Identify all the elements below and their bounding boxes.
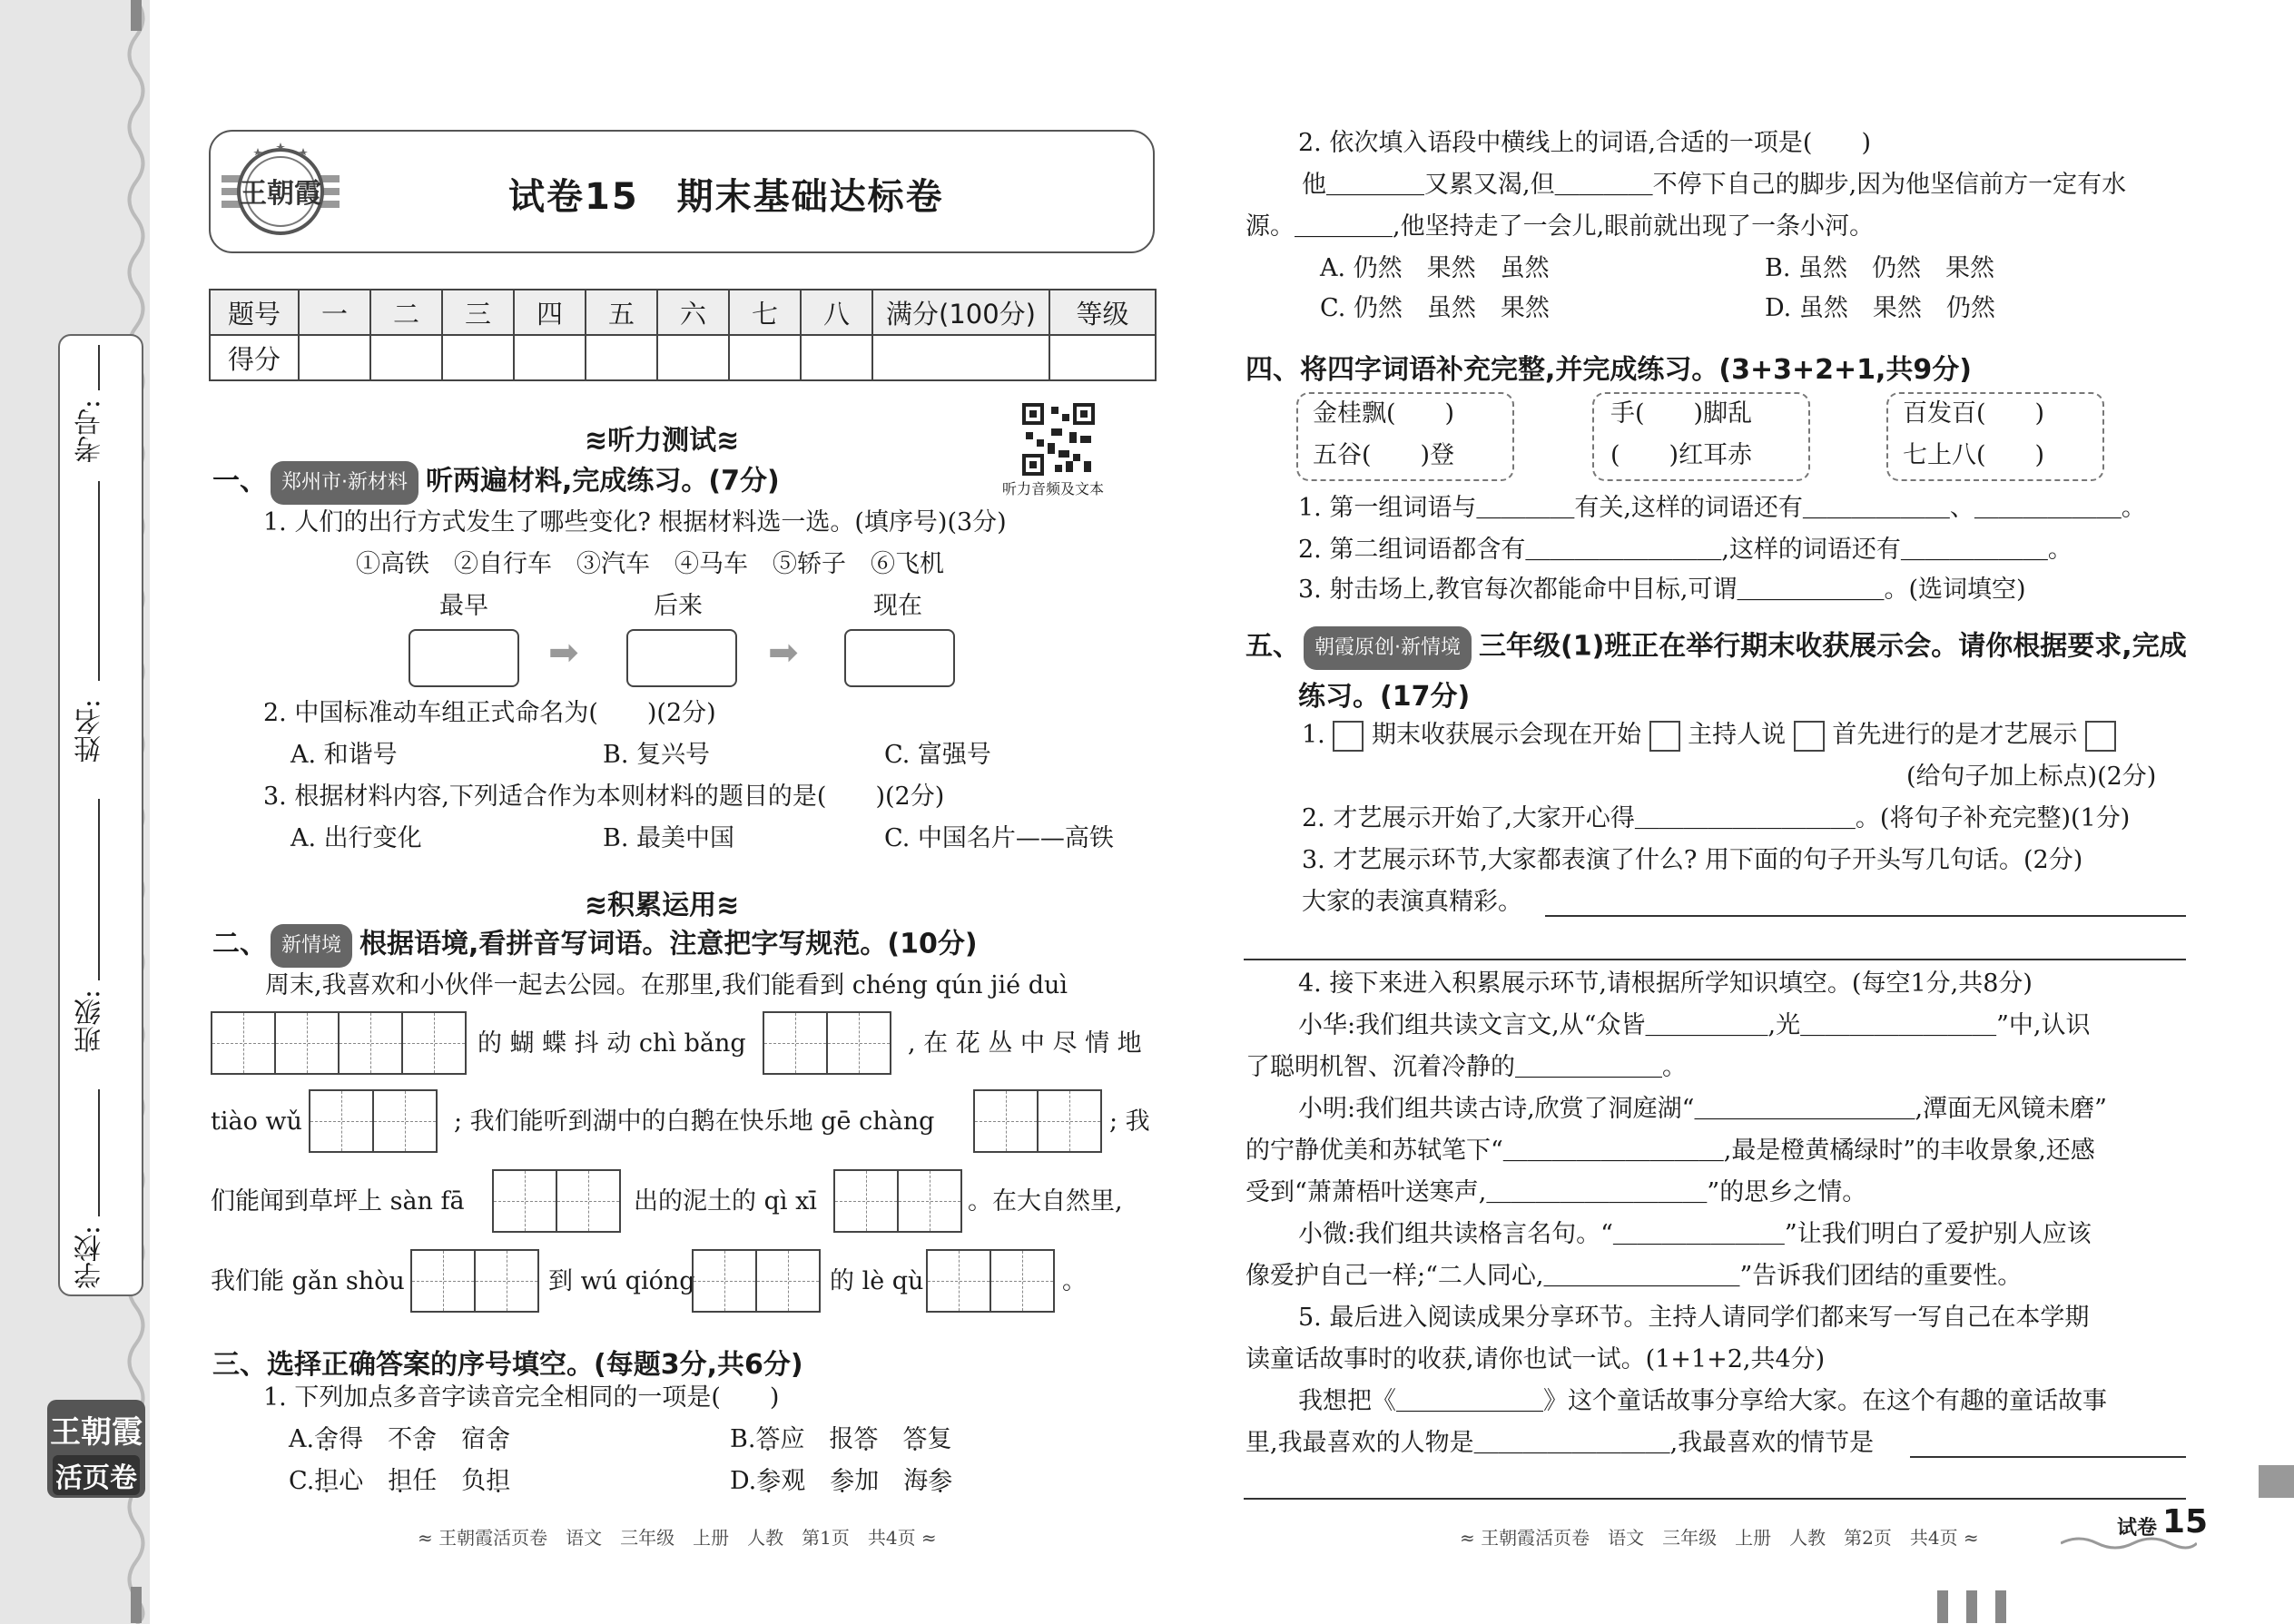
seal-text: 王朝霞 — [240, 178, 321, 210]
question-5-4-xiaoming[interactable]: 小明:我们组共读古诗,欣赏了洞庭湖“＿＿＿＿＿＿＿＿＿,潭面无风镜未磨” — [1298, 1095, 2107, 1123]
score-cell[interactable] — [370, 335, 442, 380]
score-cell[interactable] — [586, 335, 657, 380]
edge-tick — [1966, 1590, 1977, 1623]
score-cell[interactable] — [299, 335, 370, 380]
question-1-1: 1. 人们的出行方式发生了哪些变化? 根据材料选一选。(填序号)(3分) — [263, 508, 1007, 536]
option-text: 复 — [927, 1425, 952, 1453]
dotted-char: 舍 — [412, 1425, 438, 1453]
score-row-label: 得分 — [210, 335, 299, 380]
dotted-char: 担 — [314, 1467, 340, 1495]
question-5-4-xiaoming-cont[interactable]: 的宁静优美和苏轼笔下“＿＿＿＿＿＿＿＿＿,最是橙黄橘绿时”的丰收景象,还感 — [1245, 1137, 2095, 1165]
question-4-1[interactable]: 1. 第一组词语与＿＿＿＿有关,这样的词语还有＿＿＿＿＿＿、＿＿＿＿＿＿。 — [1298, 494, 2146, 522]
question-5-2[interactable]: 2. 才艺展示开始了,大家开心得＿＿＿＿＿＿＿＿＿。(将句子补充完整)(1分) — [1302, 804, 2131, 832]
school-line[interactable] — [98, 1089, 100, 1216]
question-4-3[interactable]: 3. 射击场上,教官每次都能命中目标,可谓＿＿＿＿＿＿。(选词填空) — [1298, 576, 2026, 604]
answer-line[interactable] — [1244, 959, 2186, 960]
question-5-3: 3. 才艺展示环节,大家都表演了什么? 用下面的句子开头写几句话。(2分) — [1302, 846, 2083, 874]
sentence-fragment: 首先进行的是才艺展示 — [1832, 721, 2078, 749]
idiom-blank[interactable]: 五谷( )登 — [1313, 441, 1455, 469]
writing-grid[interactable] — [309, 1089, 438, 1153]
pinyin-passage-text: 到 wú qióng — [548, 1267, 695, 1295]
pinyin-passage-text: 我们能 gǎn shòu — [211, 1267, 405, 1295]
order-label-later: 后来 — [654, 592, 703, 620]
option-letter: C. — [289, 1467, 315, 1495]
score-table-header-row — [210, 290, 1156, 335]
student-info-card — [58, 334, 143, 1296]
page-tag — [2061, 1503, 2209, 1550]
option-letter: B. — [730, 1425, 756, 1453]
question-title: 根据语境,看拼音写词语。注意把字写规范。(10分) — [359, 928, 978, 960]
score-cell[interactable] — [1049, 335, 1156, 380]
school-label: 学校: — [74, 1225, 106, 1290]
score-cell[interactable] — [801, 335, 872, 380]
score-header-cell: 八 — [801, 290, 872, 335]
writing-grid[interactable] — [492, 1169, 621, 1233]
option-c[interactable]: C. 仍然 虽然 果然 — [1320, 294, 1550, 322]
idiom-blank[interactable]: ( )红耳赤 — [1610, 441, 1753, 469]
dotted-char: 参 — [756, 1467, 782, 1495]
arrow-right-icon: ➡ — [548, 632, 579, 674]
punctuation-box[interactable] — [2085, 721, 2116, 752]
arrow-right-icon: ➡ — [768, 632, 799, 674]
punctuation-box[interactable] — [1794, 721, 1825, 752]
question-2-heading — [212, 924, 978, 968]
question-number: 五、 — [1245, 630, 1300, 663]
score-header-cell: 六 — [657, 290, 729, 335]
question-5-4: 4. 接下来进入积累展示环节,请根据所学知识填空。(每空1分,共8分) — [1298, 969, 2033, 998]
question-tag: 新情境 — [271, 924, 352, 968]
question-5-5-sentence[interactable]: 里,我最喜欢的人物是＿＿＿＿＿＿＿＿,我最喜欢的情节是 — [1245, 1429, 1875, 1457]
writing-grid[interactable] — [763, 1011, 891, 1075]
brand-logo-name: 王朝霞 — [50, 1414, 143, 1451]
dotted-char: 答 — [755, 1425, 781, 1453]
option-c[interactable] — [289, 1462, 510, 1501]
class-line-top[interactable] — [98, 799, 100, 980]
question-5-5: 5. 最后进入阅读成果分享环节。主持人请同学们都来写一写自己在本学期 — [1298, 1304, 2090, 1332]
question-5-4-xiaowei-cont[interactable]: 像爱护自己一样;“二人同心,＿＿＿＿＿＿＿＿”告诉我们团结的重要性。 — [1245, 1262, 2023, 1290]
option-d[interactable]: D. 虽然 果然 仍然 — [1765, 294, 1995, 322]
binding-tick — [131, 0, 142, 31]
passage-line: 源。＿＿＿＿,他坚持走了一会儿,眼前就出现了一条小河。 — [1245, 212, 1875, 241]
score-cell[interactable] — [514, 335, 586, 380]
question-5-5-cont: 读童话故事时的收获,请你也试一试。(1+1+2,共4分) — [1245, 1345, 1826, 1373]
page-title: 试卷15 期末基础达标卷 — [508, 176, 944, 218]
score-header-cell: 五 — [586, 290, 657, 335]
writing-grid[interactable] — [692, 1249, 821, 1313]
page-edge-tab — [2259, 1465, 2294, 1498]
sentence-fragment: 期末收获展示会现在开始 — [1371, 721, 1641, 749]
option-d[interactable] — [730, 1462, 952, 1501]
score-header-cell: 三 — [442, 290, 514, 335]
option-letter: D. — [730, 1467, 757, 1495]
answer-line[interactable] — [1244, 1498, 2186, 1500]
question-5-heading — [1245, 626, 2187, 670]
score-table — [209, 289, 1157, 381]
question-4-2[interactable]: 2. 第二组词语都含有＿＿＿＿＿＿＿＿,这样的词语还有＿＿＿＿＿＿。 — [1298, 536, 2072, 564]
idiom-blank[interactable]: 金桂飘( ) — [1313, 399, 1455, 428]
pinyin-passage-text: tiào wǔ — [211, 1107, 302, 1136]
question-1-2: 2. 中国标准动车组正式命名为( )(2分) — [263, 699, 716, 727]
question-3-2: 2. 依次填入语段中横线上的词语,合适的一项是( ) — [1298, 129, 1871, 157]
dotted-char: 担 — [486, 1467, 511, 1495]
pinyin-passage-text: ; 我 — [1109, 1107, 1150, 1136]
option-a[interactable] — [289, 1420, 510, 1460]
question-title: 三年级(1)班正在举行期末收获展示会。请你根据要求,完成 — [1479, 630, 2187, 663]
option-letter: A. — [289, 1425, 315, 1453]
brand-logo-subtitle: 活页卷 — [53, 1455, 140, 1495]
option-b[interactable]: B. 最美中国 — [603, 824, 735, 852]
answer-box-now[interactable] — [844, 629, 955, 687]
order-label-earliest: 最早 — [439, 592, 488, 620]
score-cell[interactable] — [442, 335, 514, 380]
pinyin-passage-text: 。在大自然里, — [968, 1187, 1123, 1216]
score-table-score-row — [210, 335, 1156, 380]
edge-tick — [1937, 1590, 1948, 1623]
question-tag: 朝霞原创·新情境 — [1304, 626, 1472, 670]
score-cell[interactable] — [729, 335, 801, 380]
publisher-seal-icon — [222, 139, 340, 239]
option-b[interactable]: B. 复兴号 — [603, 741, 711, 769]
question-title: 听两遍材料,完成练习。(7分) — [426, 465, 780, 497]
dotted-char: 参 — [830, 1467, 855, 1495]
edge-tick — [1995, 1590, 2006, 1623]
question-number: 一、 — [212, 465, 267, 497]
answer-line[interactable] — [1910, 1456, 2186, 1458]
question-5-heading-cont: 练习。(17分) — [1298, 681, 1471, 713]
pinyin-passage-text: 。 — [1062, 1267, 1087, 1295]
name-label: 姓名: — [74, 699, 106, 763]
qr-code-icon[interactable] — [1022, 403, 1095, 476]
punctuation-box[interactable] — [1649, 721, 1680, 752]
option-text: 观 — [781, 1467, 831, 1495]
name-line-top[interactable] — [98, 481, 100, 681]
passage-line: 他＿＿＿＿又累又渴,但＿＿＿＿不停下自己的脚步,因为他坚信前方一定有水 — [1302, 171, 2127, 199]
option-text: 应 报 — [780, 1425, 854, 1453]
question-number: 1. — [1302, 721, 1325, 749]
question-5-1-note: (给句子加上标点)(2分) — [1906, 763, 2157, 791]
exam-number-label: 考号: — [74, 399, 106, 464]
question-3-heading: 三、选择正确答案的序号填空。(每题3分,共6分) — [212, 1349, 803, 1381]
exam-number-line[interactable] — [98, 345, 100, 390]
pinyin-passage-line: 周末,我喜欢和小伙伴一起去公园。在那里,我们能看到 chéng qún jié duì — [265, 971, 1068, 999]
option-c[interactable]: C. 富强号 — [884, 741, 991, 769]
question-tag: 郑州市·新材料 — [271, 461, 418, 505]
score-cell[interactable] — [657, 335, 729, 380]
binding-tick — [131, 1587, 142, 1623]
answer-line[interactable] — [1545, 915, 2186, 917]
score-header-cell: 四 — [514, 290, 586, 335]
option-text: 宿 — [437, 1425, 487, 1453]
idiom-blank[interactable]: 手( )脚乱 — [1610, 399, 1753, 428]
answer-box-later[interactable] — [626, 629, 737, 687]
page-footer-right: ≈ 王朝霞活页卷 语文 三年级 上册 人教 第2页 共4页 ≈ — [1460, 1527, 1979, 1549]
dotted-char: 答 — [902, 1425, 928, 1453]
writing-grid[interactable] — [410, 1249, 539, 1313]
question-5-4-xiaohua[interactable]: 小华:我们组共读文言文,从“众皆＿＿＿＿＿,光＿＿＿＿＿＿＿＿”中,认识 — [1298, 1011, 2091, 1039]
page-tag-label: 试卷 — [2117, 1517, 2158, 1540]
dotted-char: 舍 — [486, 1425, 511, 1453]
qr-caption: 听力音频及文本 — [1002, 480, 1105, 497]
option-c[interactable]: C. 中国名片——高铁 — [884, 824, 1114, 852]
class-label: 班级: — [74, 989, 106, 1054]
answer-box-earliest[interactable] — [409, 629, 519, 687]
punctuation-box[interactable] — [1333, 721, 1364, 752]
score-header-cell: 一 — [299, 290, 370, 335]
question-5-5-sentence[interactable]: 我想把《＿＿＿＿＿＿》这个童话故事分享给大家。在这个有趣的童话故事 — [1298, 1387, 2107, 1415]
question-1-3: 3. 根据材料内容,下列适合作为本则材料的题目的是( )(2分) — [263, 782, 945, 811]
section-accumulation-heading: ≋积累运用≋ — [585, 890, 740, 921]
score-header-cell: 满分(100分) — [872, 290, 1049, 335]
dotted-char: 舍 — [314, 1425, 340, 1453]
question-number: 二、 — [212, 928, 267, 960]
pinyin-passage-text: 的 蝴 蝶 抖 动 chì bǎng — [478, 1029, 746, 1058]
writing-grid[interactable] — [973, 1089, 1102, 1153]
question-4-heading: 四、将四字词语补充完整,并完成练习。(3+3+2+1,共9分) — [1245, 354, 1972, 386]
transport-options: ①高铁 ②自行车 ③汽车 ④马车 ⑤轿子 ⑥飞机 — [356, 550, 944, 578]
question-3-1: 1. 下列加点多音字读音完全相同的一项是( ) — [263, 1383, 780, 1412]
score-cell[interactable] — [872, 335, 1049, 380]
page-footer-left: ≈ 王朝霞活页卷 语文 三年级 上册 人教 第1页 共4页 ≈ — [418, 1527, 937, 1549]
pinyin-passage-text: 的 lè qù — [830, 1267, 924, 1295]
question-5-4-xiaowei[interactable]: 小微:我们组共读格言名句。“＿＿＿＿＿＿＿”让我们明白了爱护别人应该 — [1298, 1220, 2092, 1248]
option-a[interactable]: A. 出行变化 — [290, 824, 422, 852]
question-5-3-start: 大家的表演真精彩。 — [1302, 888, 1522, 916]
question-5-1 — [1302, 715, 2116, 755]
option-text: 任 负 — [412, 1467, 487, 1495]
order-label-now: 现在 — [873, 592, 922, 620]
score-header-cell: 二 — [370, 290, 442, 335]
score-header-cell: 等级 — [1049, 290, 1156, 335]
option-b[interactable]: B. 虽然 仍然 果然 — [1765, 254, 1995, 282]
pinyin-passage-text: 们能闻到草坪上 sàn fā — [211, 1187, 465, 1216]
sentence-fragment: 主持人说 — [1688, 721, 1787, 749]
option-text — [878, 1425, 902, 1453]
option-text: 心 — [339, 1467, 389, 1495]
option-b[interactable] — [730, 1420, 951, 1460]
writing-grid[interactable] — [833, 1169, 962, 1233]
dotted-char: 参 — [928, 1467, 953, 1495]
pinyin-passage-text: 出的泥土的 qì xī — [634, 1187, 817, 1216]
writing-grid[interactable] — [926, 1249, 1055, 1313]
pinyin-passage-text: ; 我们能听到湖中的白鹅在快乐地 gē chàng — [454, 1107, 935, 1136]
question-1-heading — [212, 461, 780, 505]
idiom-blank[interactable]: 七上八( ) — [1903, 441, 2045, 469]
writing-grid[interactable] — [211, 1011, 467, 1075]
score-header-cell: 题号 — [210, 290, 299, 335]
option-text: 得 不 — [339, 1425, 413, 1453]
pinyin-passage-text: , 在 花 丛 中 尽 情 地 — [908, 1029, 1142, 1058]
idiom-blank[interactable]: 百发百( ) — [1903, 399, 2045, 428]
dotted-char: 担 — [388, 1467, 413, 1495]
question-5-4-xiaoming-cont[interactable]: 受到“萧萧梧叶送寒声,＿＿＿＿＿＿＿＿＿”的思乡之情。 — [1245, 1178, 1867, 1206]
brand-logo — [47, 1400, 145, 1498]
page-tag-number: 15 — [2162, 1503, 2209, 1540]
score-header-cell: 七 — [729, 290, 801, 335]
section-listening-heading: ≋听力测试≋ — [585, 425, 740, 457]
option-text: 加 海 — [854, 1467, 929, 1495]
option-a[interactable]: A. 和谐号 — [290, 741, 398, 769]
question-5-4-xiaohua-cont[interactable]: 了聪明机智、沉着冷静的＿＿＿＿＿＿。 — [1245, 1053, 1687, 1081]
dotted-char: 答 — [853, 1425, 879, 1453]
option-a[interactable]: A. 仍然 果然 虽然 — [1320, 254, 1550, 282]
